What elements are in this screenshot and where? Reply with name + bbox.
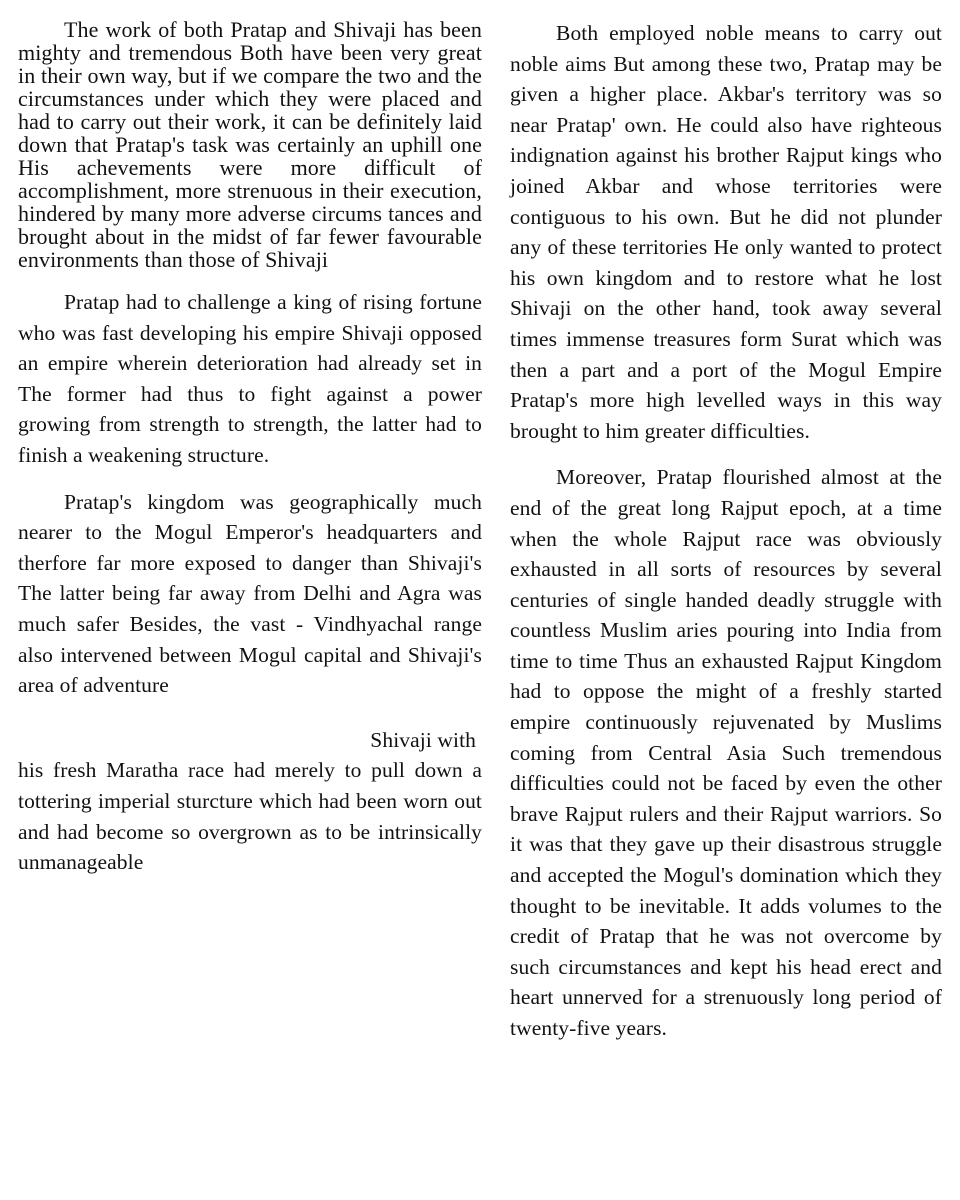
- paragraph-lead-text: Shivaji with: [370, 727, 476, 752]
- paragraph-work-comparison: The work of both Pratap and Shivaji has been mighty and tremendous Both have been very great in their own way, but if we compare the two and the circumstances under which they were placed and had to carry out their work, it can be definitely laid down that Pratap's task was certainly an uphill one His achevements were more difficult of accomplishment, more strenuous in their execution, hindered by many more adverse circums tances and brought about in the midst of far fewer favourable environments than those of Shivaji: [18, 17, 482, 272]
- paragraph-geography: Pratap's kingdom was geographically much nearer to the Mogul Emperor's headquarters and therfore far more exposed to danger than Shivaji's The latter being far away from Delhi and Agra was much safer Besides, the vast - Vindhyachal range also intervened between Mogul capital and Shivaji's area of adventure: [18, 489, 482, 698]
- paragraph-maratha-race: [18, 725, 482, 878]
- paragraph-noble-means: Both employed noble means to carry out noble aims But among these two, Pratap may be given a higher place. Akbar's territory was so near Pratap' own. He could also have righteous indignation against his brother Rajput kings who joined Akbar and whose territories were contiguous to his own. But he did not plunder any of these territories He only wanted to protect his own kingdom and to restore what he lost Shivaji on the other hand, took away several times immense treasures form Surat which was then a part and a port of the Mogul Empire Pratap's more high levelled ways in this way brought to him greater difficulties.: [510, 21, 942, 443]
- paragraph-challenge: Pratap had to challenge a king of rising fortune who was fast developing his empire Shivaji opposed an empire wherein deterioration had already set in The former had thus to fight against a power growing from strength to strength, the latter had to finish a weakening structure.: [18, 290, 482, 467]
- paragraph-body-text: his fresh Maratha race had merely to pull down a tottering imperial sturcture which had been worn out and had become so overgrown as to be intrinsically unmanageable: [18, 758, 482, 875]
- right-column: [510, 18, 942, 1044]
- left-column: [18, 18, 482, 878]
- paragraph-rajput-epoch: Moreover, Pratap flourished almost at the end of the great long Rajput epoch, at a time when the whole Rajput race was obviously exhausted in all sorts of resources by several centuries of single handed deadly struggle with countless Muslim aries pouring into India from time to time Thus an exhausted Rajput Kingdom had to oppose the might of a freshly started empire continuously rejuvenated by Muslims coming from Central Asia Such tremendous difficulties could not be faced by even the other brave Rajput rulers and their Rajput warriors. So it was that they gave up their disastrous struggle and accepted the Mogul's domination which they thought to be inevitable. It adds volumes to the credit of Pratap that he was not overcome by such circumstances and kept his head erect and heart unnerved for a strenuously long period of twenty-five years.: [510, 465, 942, 1040]
